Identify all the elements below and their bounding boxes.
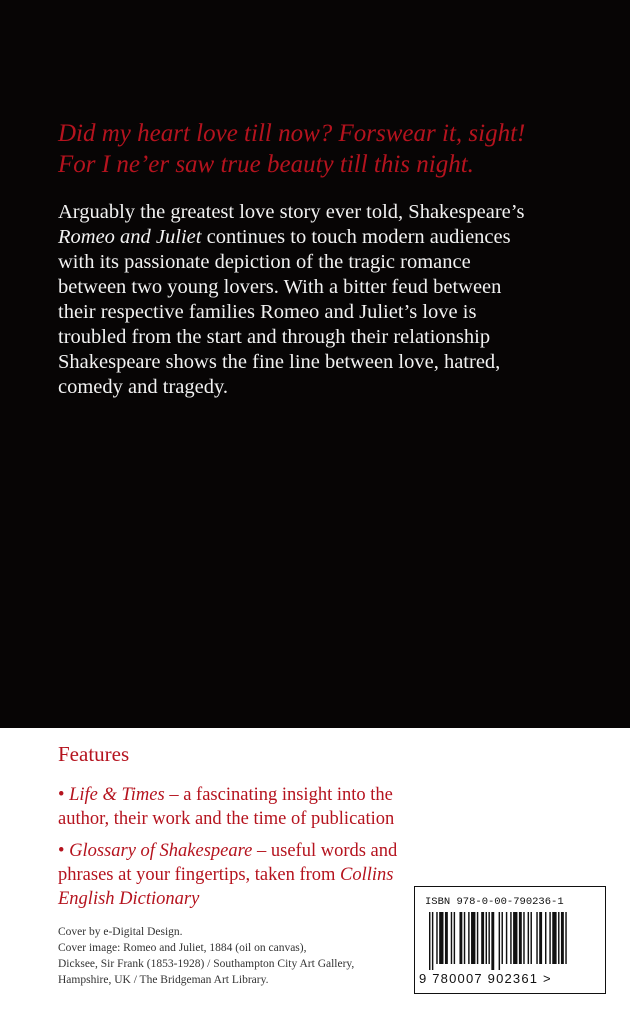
barcode-bar: [528, 912, 529, 964]
barcode-bar: [536, 912, 537, 964]
isbn-barcode-box: [414, 886, 606, 994]
credit-line: Dicksee, Sir Frank (1853-1928) / Southampton City Art Gallery,: [58, 958, 355, 970]
feature-item-life-times: [58, 783, 418, 831]
blurb: [58, 200, 608, 400]
quote-line: Did my heart love till now? Forswear it, sight!: [58, 120, 526, 147]
blurb-line: troubled from the start and through their relationship: [58, 326, 491, 348]
barcode-bar: [432, 912, 433, 970]
barcode-bar: [454, 912, 455, 964]
barcode-bar: [499, 912, 500, 970]
blurb-text: continues to touch modern audiences: [201, 226, 511, 248]
feature-item-glossary: [58, 839, 418, 911]
pull-quote: [58, 118, 598, 180]
barcode-bar: [459, 912, 462, 964]
barcode-bar: [488, 912, 489, 964]
barcode-bar: [464, 912, 465, 964]
bullet: •: [58, 841, 65, 861]
features-heading: Features: [58, 742, 130, 766]
credit-line: Cover by e-Digital Design.: [58, 926, 183, 938]
blurb-line: with its passionate depiction of the tragic romance: [58, 251, 471, 273]
blurb-line: between two young lovers. With a bitter feud between: [58, 276, 502, 298]
barcode-bar: [502, 912, 503, 964]
blurb-line: [58, 225, 608, 250]
barcode-bar: [477, 912, 478, 964]
isbn-label: ISBN 978-0-00-790236-1: [425, 896, 564, 908]
credit-line: Hampshire, UK / The Bridgeman Art Library.: [58, 974, 269, 986]
barcode-bar: [513, 912, 517, 964]
dictionary-title: English Dictionary: [58, 889, 200, 909]
blurb-line: comedy and tragedy.: [58, 376, 229, 398]
feature-line: [58, 783, 418, 807]
barcode-bar: [439, 912, 443, 964]
quote-line: For I ne’er saw true beauty till this night.: [58, 151, 474, 178]
barcode-bar: [539, 912, 542, 964]
barcode-bar: [471, 912, 475, 964]
barcode-bar: [519, 912, 522, 964]
blurb-line: Shakespeare shows the fine line between love, hatred,: [58, 351, 501, 373]
feature-text: – useful words and: [252, 841, 398, 861]
feature-line: [58, 839, 418, 863]
barcode-bar: [481, 912, 484, 964]
barcode-bar: [523, 912, 524, 964]
barcode-bar: [506, 912, 507, 964]
barcode-bar: [445, 912, 448, 964]
feature-text: phrases at your fingertips, taken from: [58, 865, 341, 885]
barcode-bar: [429, 912, 430, 970]
feature-text: – a fascinating insight into the: [164, 785, 393, 805]
barcode-bar: [565, 912, 566, 964]
barcode-bar: [436, 912, 437, 964]
cover-credits: [58, 924, 398, 988]
barcode-bar: [451, 912, 452, 964]
dictionary-title: Collins: [340, 865, 394, 885]
barcode-digits: 9 780007 902361 >: [419, 971, 552, 986]
credit-line: Cover image: Romeo and Juliet, 1884 (oil on canvas),: [58, 942, 307, 954]
barcode-bar: [468, 912, 469, 964]
feature-line: [58, 887, 418, 911]
barcode-bar: [552, 912, 556, 964]
barcode-bar: [510, 912, 511, 964]
barcode-icon: [421, 912, 601, 970]
feature-title: Glossary of Shakespeare: [69, 841, 253, 861]
barcode-bar: [531, 912, 532, 964]
feature-line: [58, 863, 418, 887]
barcode-bar: [486, 912, 487, 964]
feature-title: Life & Times: [69, 785, 165, 805]
blurb-line: Arguably the greatest love story ever told, Shakespeare’s: [58, 201, 525, 223]
barcode-bar: [545, 912, 546, 964]
feature-line: author, their work and the time of publication: [58, 809, 395, 829]
barcode-bar: [561, 912, 564, 964]
barcode-bar: [549, 912, 550, 964]
play-title: Romeo and Juliet: [58, 226, 202, 248]
barcode-bar: [558, 912, 559, 964]
barcode-bar: [491, 912, 494, 970]
blurb-line: their respective families Romeo and Juliet’s love is: [58, 301, 477, 323]
bullet: •: [58, 785, 65, 805]
